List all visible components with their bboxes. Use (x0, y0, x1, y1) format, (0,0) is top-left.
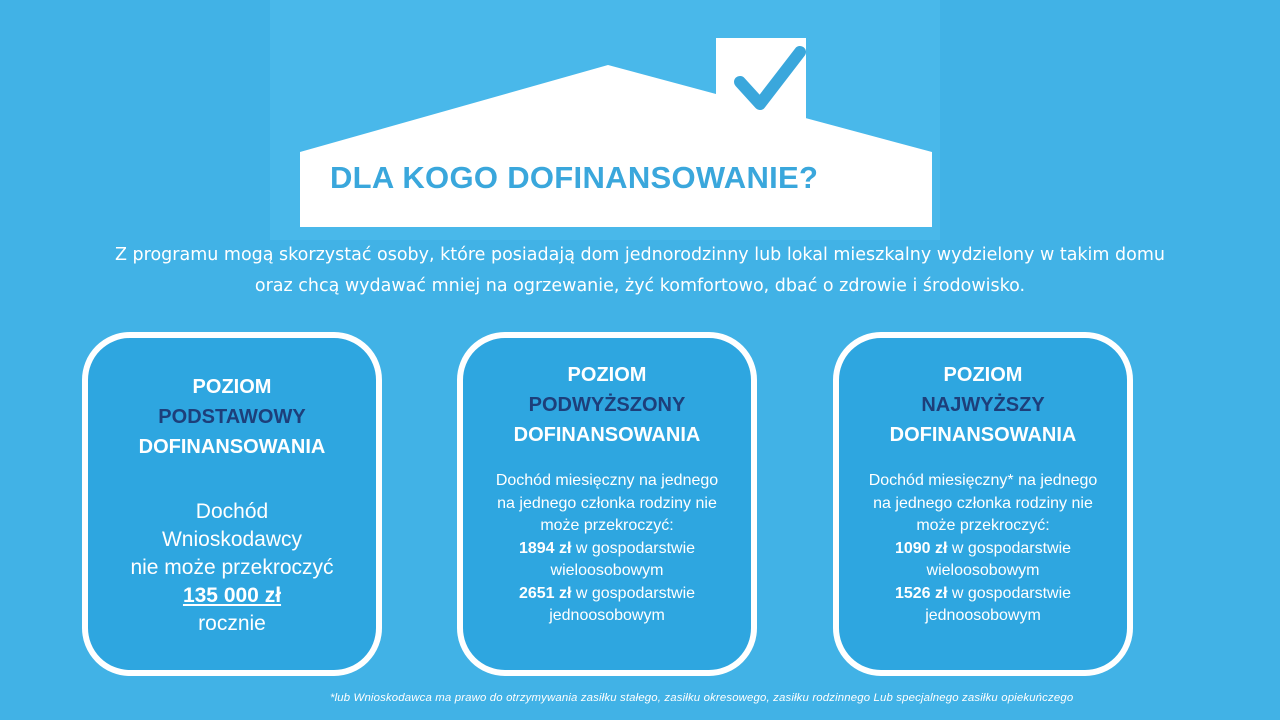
card-heading-level: NAJWYŻSZY (921, 394, 1045, 416)
income-limit-amount: 1090 zł (894, 539, 948, 557)
income-limit-amount: 2651 zł (518, 584, 572, 602)
income-limit-multi (481, 538, 733, 561)
card-highest-level (833, 332, 1133, 676)
card-body-line: Dochód (195, 500, 269, 523)
card-increased-level (457, 332, 757, 676)
card-body (839, 470, 1127, 628)
card-heading-line: POZIOM (567, 364, 647, 386)
card-heading-line: DOFINANSOWANIA (513, 424, 701, 446)
card-body-line: Dochód miesięczny* na jednego (868, 472, 1098, 489)
card-body (88, 498, 376, 638)
card-heading (463, 338, 751, 450)
card-heading-line: DOFINANSOWANIA (889, 424, 1077, 446)
card-body-line: na jednego członka rodziny nie (873, 494, 1093, 512)
card-body-line: Dochód miesięczny na jednego (495, 472, 719, 489)
card-body-text: w gospodarstwie (947, 539, 1072, 557)
income-limit-amount: 135 000 zł (182, 584, 282, 607)
card-heading-line: POZIOM (943, 364, 1023, 386)
page-title: DLA KOGO DOFINANSOWANIE? (330, 160, 819, 195)
card-body-line: Wnioskodawcy (161, 528, 303, 551)
card-body-line: wieloosobowym (550, 562, 664, 579)
income-limit-single (857, 583, 1109, 606)
income-limit-amount: 1894 zł (518, 539, 572, 557)
intro-line: Z programu mogą skorzystać osoby, które posiadają dom jednorodzinny lub lokal mieszkalny wydzielony w takim domu (115, 245, 1165, 265)
intro-text (40, 240, 1240, 302)
income-limit-multi (857, 538, 1109, 561)
income-limit-amount: 1526 zł (894, 584, 948, 602)
card-basic-level (82, 332, 382, 676)
card-heading (88, 338, 376, 462)
card-body-line: jednoosobowym (549, 607, 665, 624)
card-body-text: w gospodarstwie (571, 584, 696, 602)
card-heading-line: DOFINANSOWANIA (138, 436, 326, 458)
card-body-line: jednoosobowym (925, 607, 1041, 624)
card-body-line: nie może przekroczyć (130, 556, 334, 579)
card-heading-level: PODWYŻSZONY (528, 394, 686, 416)
card-body-text: w gospodarstwie (571, 539, 696, 557)
card-heading-line: POZIOM (192, 376, 272, 398)
card-heading (839, 338, 1127, 450)
card-body-line: może przekroczyć: (916, 517, 1050, 534)
card-body (463, 470, 751, 628)
house-roof-icon (0, 0, 1280, 240)
card-heading-level: PODSTAWOWY (158, 406, 306, 428)
footnote: *lub Wnioskodawca ma prawo do otrzymywania zasiłku stałego, zasiłku okresowego, zasiłku rodzinnego Lub specjalnego zasiłku opiekuńczego (330, 692, 1074, 704)
card-body-text: w gospodarstwie (947, 584, 1072, 602)
card-body-line: wieloosobowym (926, 562, 1040, 579)
card-body-line: na jednego członka rodziny nie (497, 494, 717, 512)
card-body-line: może przekroczyć: (540, 517, 674, 534)
income-limit-single (481, 583, 733, 606)
intro-line: oraz chcą wydawać mniej na ogrzewanie, żyć komfortowo, dbać o zdrowie i środowisko. (254, 276, 1026, 296)
card-body-line: rocznie (198, 612, 266, 635)
